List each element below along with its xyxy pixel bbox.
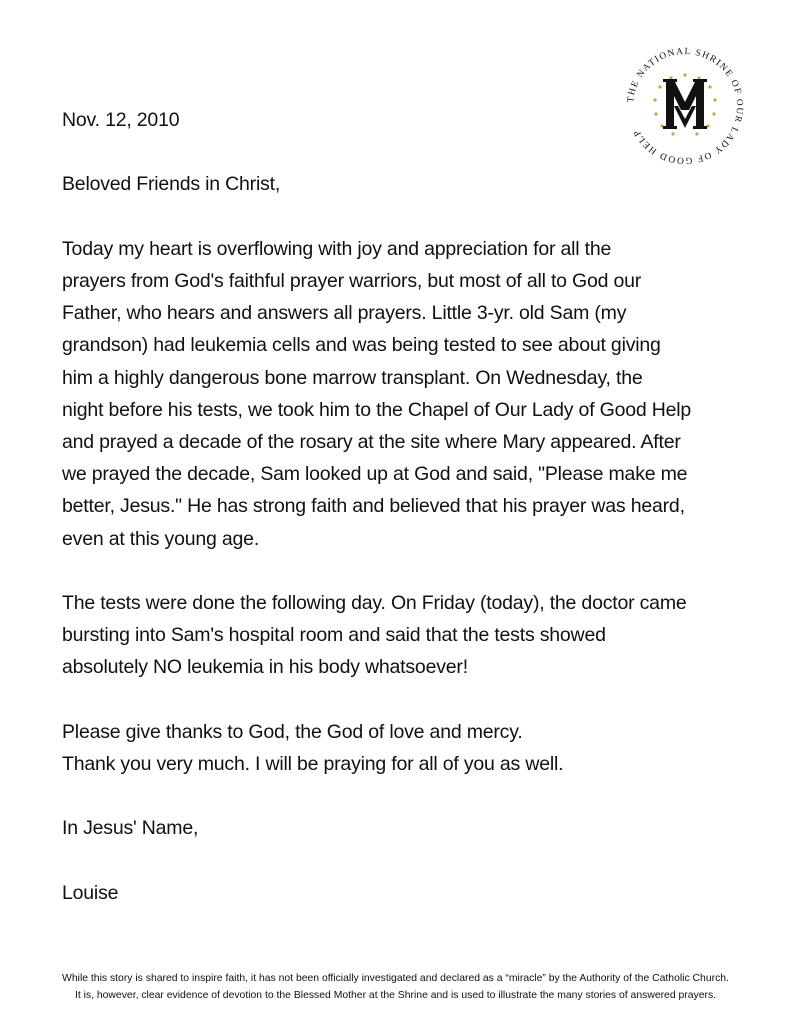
- paragraph-thanks: [62, 716, 742, 780]
- text-line: Today my heart is overflowing with joy and appreciation for all the: [62, 237, 612, 260]
- text-line: and prayed a decade of the rosary at the site where Mary appeared. After: [62, 431, 681, 453]
- text-line: night before his tests, we took him to the Chapel of Our Lady of Good Help: [62, 398, 692, 421]
- letter-closing: In Jesus' Name,: [62, 817, 199, 840]
- disclaimer-line-1: While this story is shared to inspire faith, it has not been officially investigated and declared as a “miracle” by the Authority of the Catholic Church.: [62, 973, 729, 984]
- text-line: him a highly dangerous bone marrow transplant. On Wednesday, the: [62, 366, 643, 389]
- seal-ring-text: THE NATIONAL SHRINE OF OUR LADY OF GOOD HELP: [626, 46, 745, 166]
- text-line: prayers from God's faithful prayer warriors, but most of all to God our: [62, 269, 642, 292]
- text-line: we prayed the decade, Sam looked up at God and said, "Please make me: [62, 463, 688, 486]
- text-line: bursting into Sam's hospital room and said that the tests showed: [62, 624, 606, 647]
- text-line: even at this young age.: [62, 527, 260, 550]
- letter-signature: Louise: [62, 881, 119, 904]
- text-line: absolutely NO leukemia in his body whatsoever!: [62, 656, 468, 679]
- paragraph-test-results: [62, 587, 742, 684]
- paragraph-prayer-story: [62, 233, 742, 555]
- letter-date: Nov. 12, 2010: [62, 109, 180, 131]
- text-line: Thank you very much. I will be praying for all of you as well.: [62, 753, 564, 775]
- text-line: better, Jesus." He has strong faith and believed that his prayer was heard,: [62, 495, 685, 518]
- text-line: grandson) had leukemia cells and was being tested to see about giving: [62, 334, 661, 357]
- text-line: Father, who hears and answers all prayers. Little 3-yr. old Sam (my: [62, 302, 627, 325]
- text-line: Please give thanks to God, the God of love and mercy.: [62, 720, 523, 743]
- disclaimer-footer: [0, 970, 791, 1004]
- letter-salutation: Beloved Friends in Christ,: [62, 173, 281, 196]
- letter-body: [62, 104, 742, 909]
- disclaimer-line-2: It is, however, clear evidence of devotion to the Blessed Mother at the Shrine and is used to illustrate the many stories of answered prayers.: [74, 990, 717, 1001]
- text-line: The tests were done the following day. On Friday (today), the doctor came: [62, 592, 687, 614]
